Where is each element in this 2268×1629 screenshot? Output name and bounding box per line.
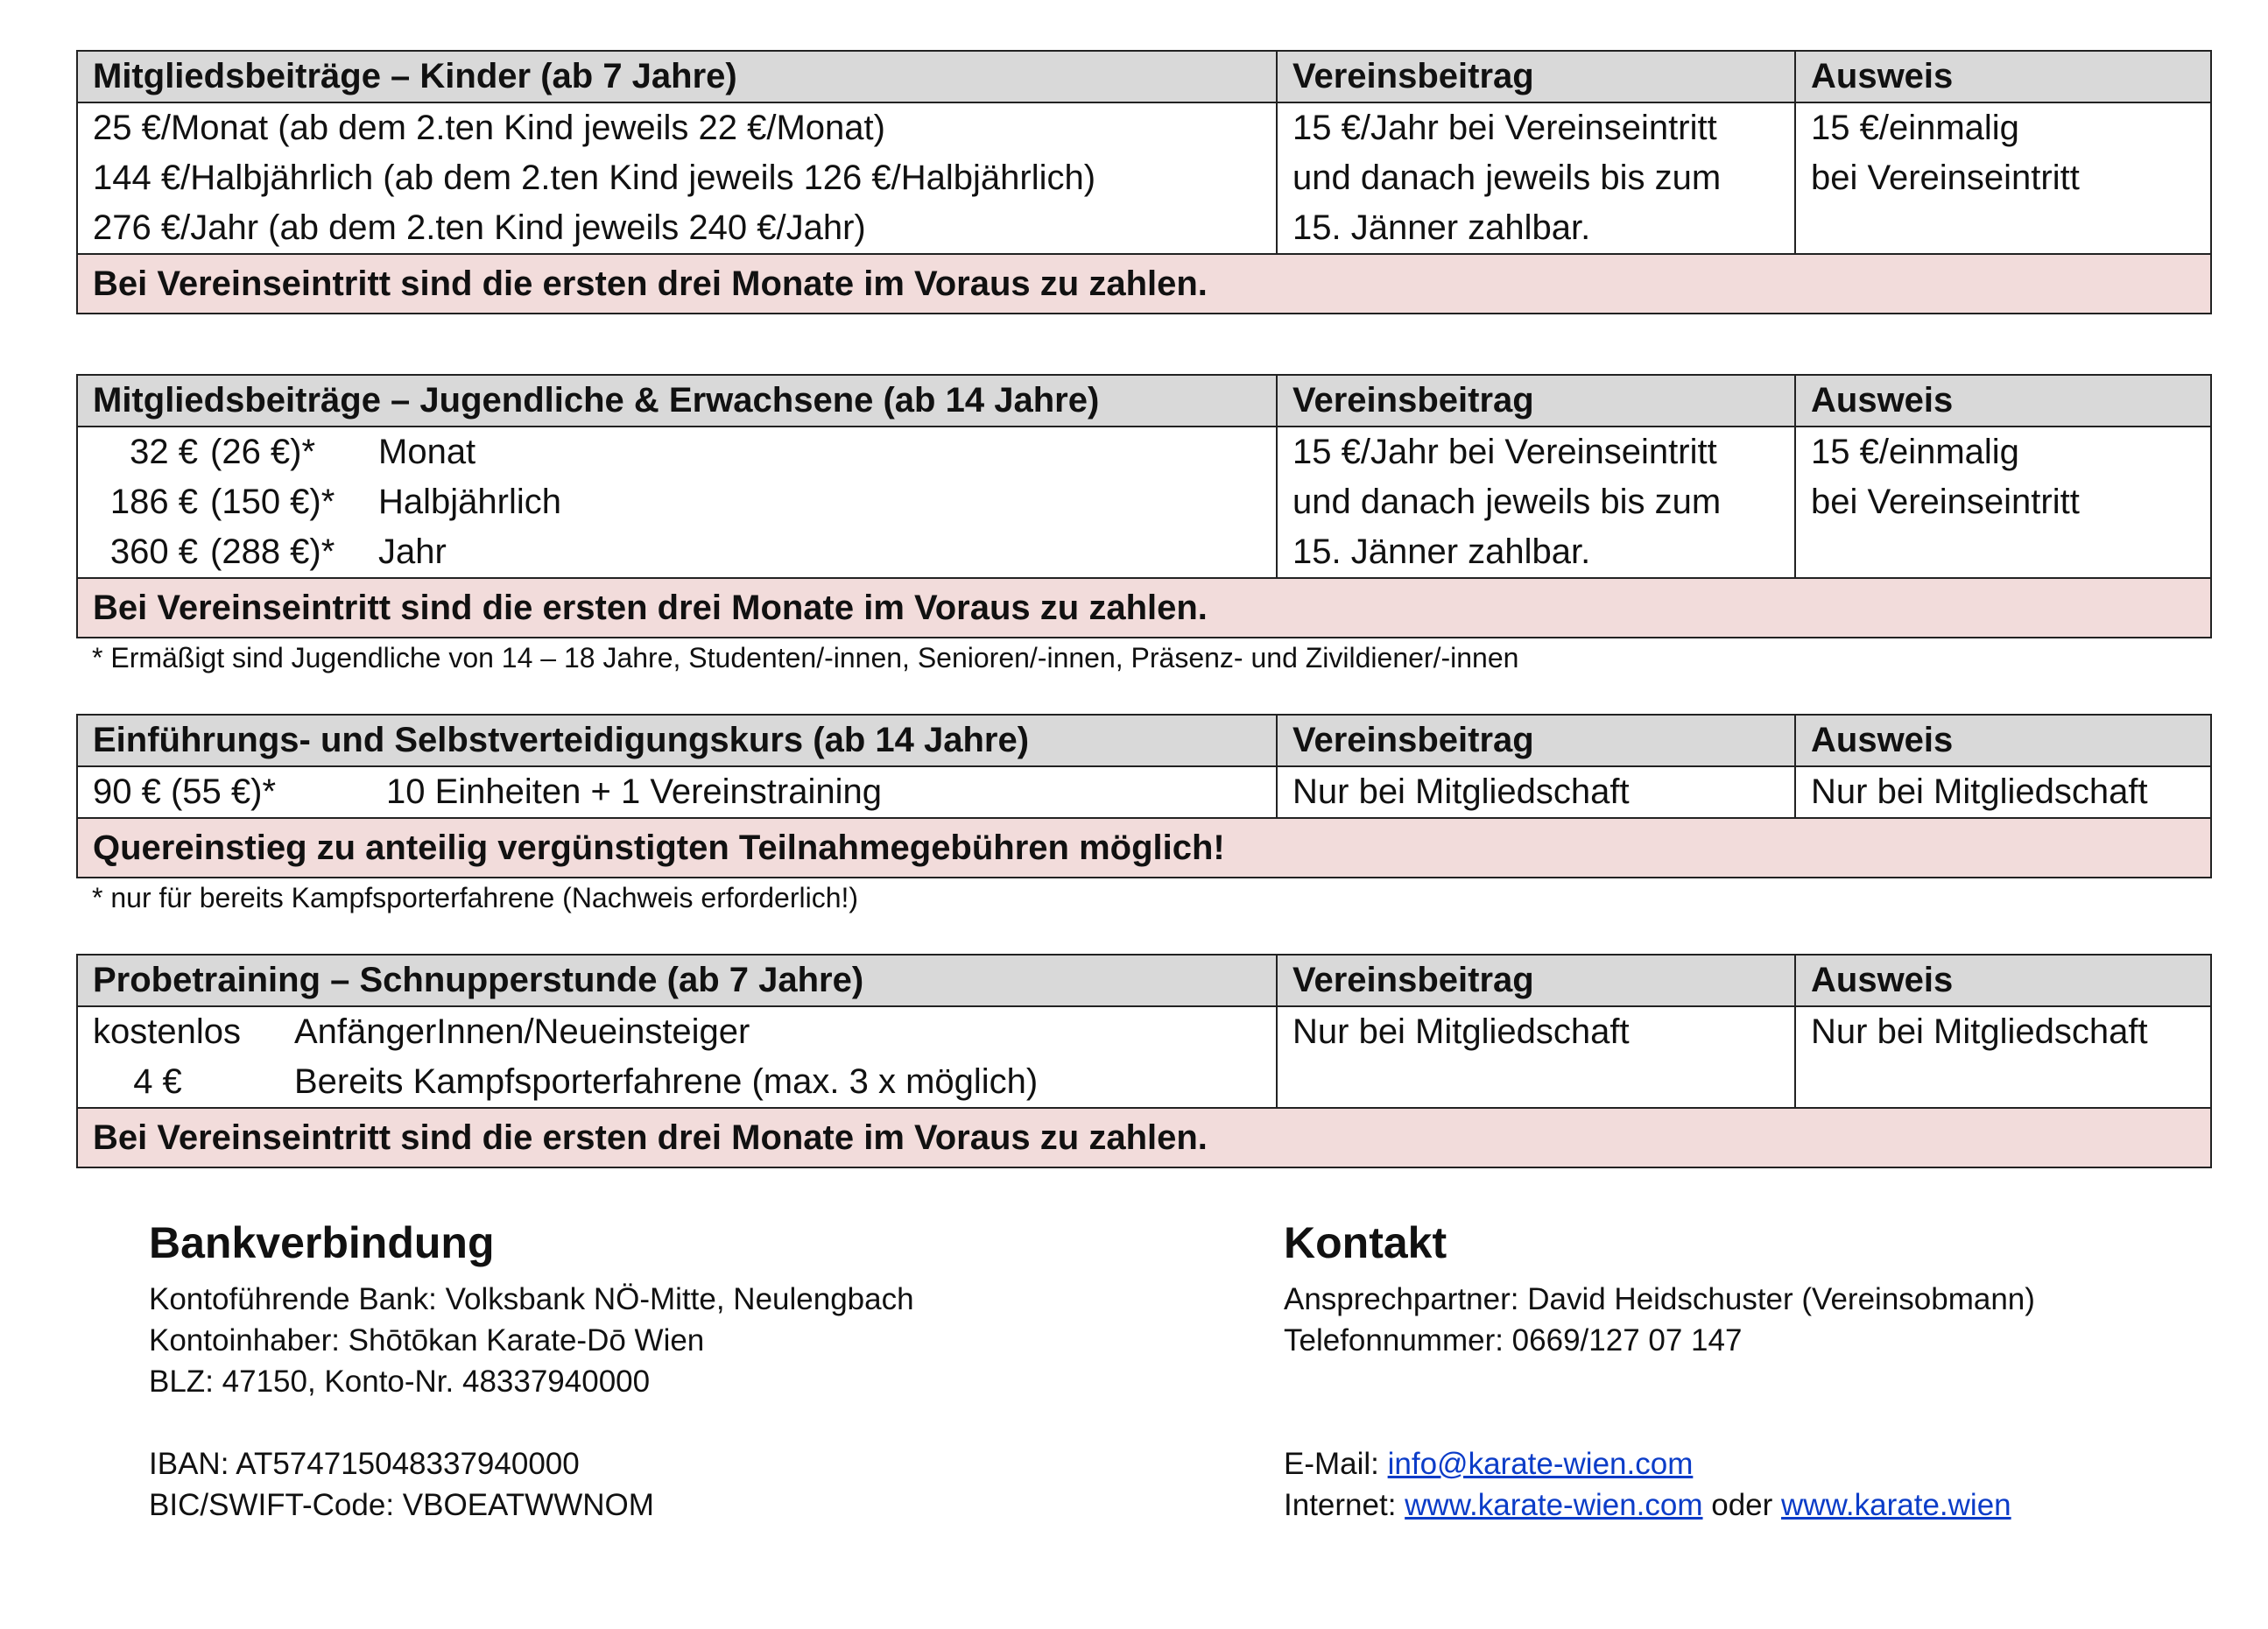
contact-person: Ansprechpartner: David Heidschuster (Vereinsobmann) <box>1284 1282 2035 1316</box>
price-description: 10 Einheiten + 1 Vereinstraining <box>386 772 882 811</box>
id-card-line: bei Vereinseintritt <box>1811 159 2080 197</box>
bank-line: Kontoinhaber: Shōtōkan Karate-Dō Wien <box>149 1323 705 1358</box>
fee-line: 15. Jänner zahlbar. <box>1292 208 1591 247</box>
price-line <box>93 527 1261 577</box>
price-amount: 90 € (55 €)* <box>93 772 277 811</box>
id-card-line: bei Vereinseintritt <box>1811 483 2080 521</box>
course-note: Quereinstieg zu anteilig vergünstigten Teilnahmegebühren möglich! <box>77 818 2211 878</box>
fee-line: Nur bei Mitgliedschaft <box>1292 772 1630 811</box>
id-card-line: Nur bei Mitgliedschaft <box>1811 1012 2148 1051</box>
price-line <box>93 767 1261 817</box>
iban: IBAN: AT574715048337940000 <box>149 1447 580 1481</box>
membership-fee-cell <box>1277 766 1795 818</box>
id-card-header: Ausweis <box>1795 715 2211 766</box>
fee-line: 15 €/Jahr bei Vereinseintritt <box>1292 109 1717 147</box>
price-cell <box>77 766 1277 818</box>
table-title: Mitgliedsbeiträge – Jugendliche & Erwachsene (ab 14 Jahre) <box>77 375 1277 427</box>
payment-note: Bei Vereinseintritt sind die ersten drei Monate im Voraus zu zahlen. <box>77 1108 2211 1167</box>
price-amount: 32 € <box>130 433 198 471</box>
price-period: Jahr <box>378 532 447 571</box>
membership-fee-header: Vereinsbeitrag <box>1277 715 1795 766</box>
fee-line: Nur bei Mitgliedschaft <box>1292 1012 1630 1051</box>
id-card-line: 15 €/einmalig <box>1811 109 2019 147</box>
contact-phone: Telefonnummer: 0669/127 07 147 <box>1284 1323 1743 1358</box>
price-period: Halbjährlich <box>378 483 561 521</box>
membership-fee-cell <box>1277 102 1795 254</box>
fee-table-probetraining <box>76 954 2212 1168</box>
email-line <box>1284 1443 2035 1484</box>
table-title: Mitgliedsbeiträge – Kinder (ab 7 Jahre) <box>77 51 1277 102</box>
membership-fee-header: Vereinsbeitrag <box>1277 51 1795 102</box>
price-cell <box>77 427 1277 578</box>
fee-line: 15. Jänner zahlbar. <box>1292 532 1591 571</box>
id-card-cell <box>1795 427 2211 578</box>
course-footnote: * nur für bereits Kampfsporterfahrene (Nachweis erforderlich!) <box>92 882 859 913</box>
payment-note: Bei Vereinseintritt sind die ersten drei Monate im Voraus zu zahlen. <box>77 254 2211 314</box>
fee-table-kinder <box>76 50 2212 314</box>
membership-fee-header: Vereinsbeitrag <box>1277 955 1795 1006</box>
id-card-header: Ausweis <box>1795 51 2211 102</box>
price-cell <box>77 1006 1277 1108</box>
reduced-price: (288 €)* <box>210 532 335 571</box>
bank-heading: Bankverbindung <box>149 1218 495 1267</box>
internet-label: Internet: <box>1284 1488 1405 1522</box>
payment-note: Bei Vereinseintritt sind die ersten drei Monate im Voraus zu zahlen. <box>77 578 2211 638</box>
fee-line: und danach jeweils bis zum <box>1292 159 1722 197</box>
email-label: E-Mail: <box>1284 1447 1388 1481</box>
price-line <box>93 477 1261 527</box>
price-line: 144 €/Halbjährlich (ab dem 2.ten Kind jeweils 126 €/Halbjährlich) <box>93 159 1096 197</box>
price-cell <box>77 102 1277 254</box>
fee-line: und danach jeweils bis zum <box>1292 483 1722 521</box>
membership-fee-cell <box>1277 427 1795 578</box>
price-description: AnfängerInnen/Neueinsteiger <box>294 1012 750 1051</box>
bank-details <box>149 1214 914 1526</box>
bank-line: BLZ: 47150, Konto-Nr. 48337940000 <box>149 1365 651 1399</box>
bic: BIC/SWIFT-Code: VBOEATWWNOM <box>149 1488 654 1522</box>
fee-table-jugendliche-erwachsene <box>76 374 2212 638</box>
reduced-price: (26 €)* <box>210 433 316 471</box>
price-line: 25 €/Monat (ab dem 2.ten Kind jeweils 22 €/Monat) <box>93 109 885 147</box>
price-amount: 186 € <box>109 483 198 521</box>
id-card-cell <box>1795 102 2211 254</box>
id-card-header: Ausweis <box>1795 955 2211 1006</box>
fee-line: 15 €/Jahr bei Vereinseintritt <box>1292 433 1717 471</box>
reduction-footnote: * Ermäßigt sind Jugendliche von 14 – 18 Jahre, Studenten/-innen, Senioren/-innen, Präsenz- und Zivildiener/-innen <box>92 642 1519 673</box>
membership-fee-header: Vereinsbeitrag <box>1277 375 1795 427</box>
fee-table-einfuehrungskurs <box>76 714 2212 878</box>
email-link[interactable]: info@karate-wien.com <box>1387 1447 1694 1481</box>
bank-line: Kontoführende Bank: Volksbank NÖ-Mitte, Neulengbach <box>149 1282 914 1316</box>
price-description: Bereits Kampfsporterfahrene (max. 3 x möglich) <box>294 1062 1039 1101</box>
membership-fee-cell <box>1277 1006 1795 1108</box>
price-amount: 4 € <box>133 1062 182 1101</box>
price-amount: kostenlos <box>93 1012 241 1051</box>
internet-line <box>1284 1484 2035 1526</box>
id-card-cell <box>1795 766 2211 818</box>
table-title: Einführungs- und Selbstverteidigungskurs (ab 14 Jahre) <box>77 715 1277 766</box>
contact-heading: Kontakt <box>1284 1218 1447 1267</box>
price-amount: 360 € <box>109 532 198 571</box>
id-card-header: Ausweis <box>1795 375 2211 427</box>
price-line <box>93 427 1261 477</box>
contact-details <box>1284 1214 2035 1526</box>
or-text: oder <box>1702 1488 1782 1522</box>
website-link-2[interactable]: www.karate.wien <box>1781 1488 2011 1522</box>
price-period: Monat <box>378 433 476 471</box>
price-line <box>93 1057 1261 1107</box>
id-card-line: Nur bei Mitgliedschaft <box>1811 772 2148 811</box>
id-card-cell <box>1795 1006 2211 1108</box>
price-line: 276 €/Jahr (ab dem 2.ten Kind jeweils 240 €/Jahr) <box>93 208 866 247</box>
id-card-line: 15 €/einmalig <box>1811 433 2019 471</box>
website-link-1[interactable]: www.karate-wien.com <box>1405 1488 1703 1522</box>
table-title: Probetraining – Schnupperstunde (ab 7 Jahre) <box>77 955 1277 1006</box>
reduced-price: (150 €)* <box>210 483 335 521</box>
price-line <box>93 1007 1261 1057</box>
